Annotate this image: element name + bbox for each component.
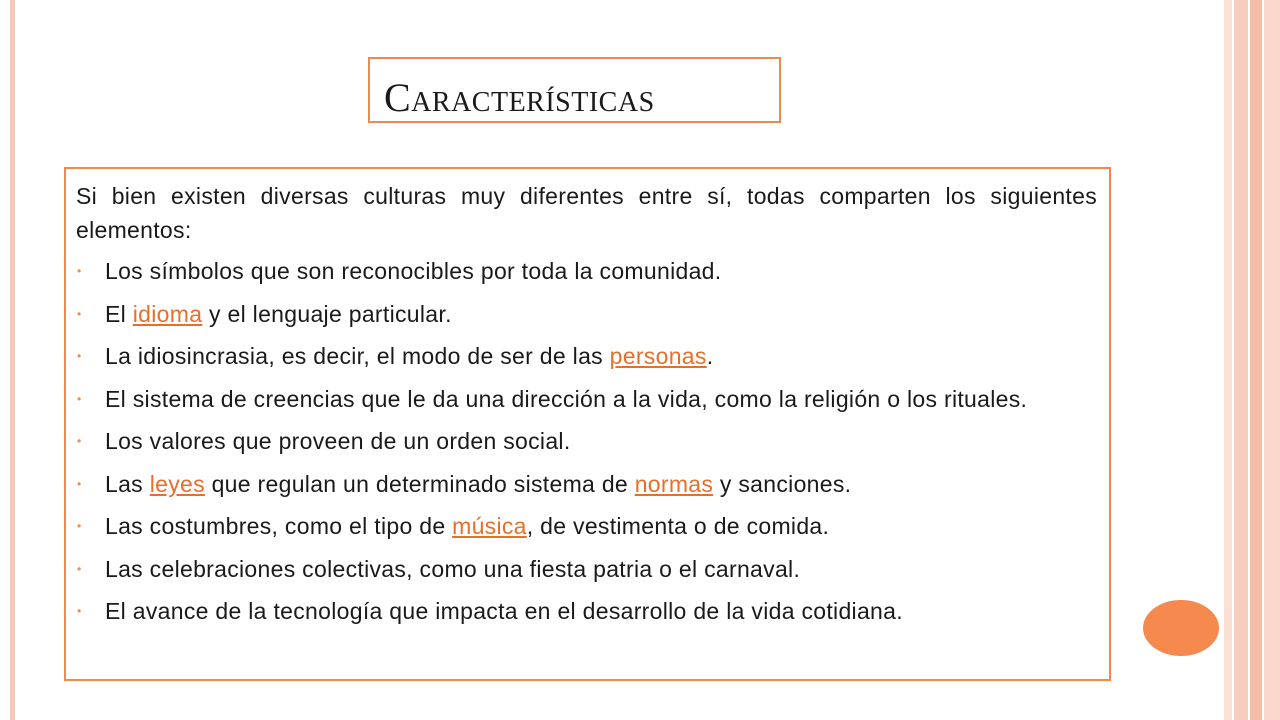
list-item-text: Las [105, 470, 150, 497]
bullet-list [76, 255, 1097, 627]
link-música[interactable]: música [452, 513, 527, 539]
bullet-dot-icon: • [77, 349, 82, 363]
list-item-text: El sistema de creencias que le da una dirección a la vida, como la religión o los rituales. [105, 385, 1028, 412]
stripe [1264, 0, 1280, 720]
list-item-text: , de vestimenta o de comida. [526, 513, 830, 539]
list-item-text: y el lenguaje particular. [202, 300, 452, 327]
decorative-circle [1143, 600, 1219, 656]
bullet-dot-icon: • [77, 434, 82, 448]
list-item [76, 468, 1097, 500]
list-item [76, 425, 1097, 457]
list-item-text: El [105, 300, 133, 327]
list-item [76, 298, 1097, 330]
list-item [76, 383, 1097, 415]
link-normas[interactable]: normas [634, 470, 714, 497]
list-item-text: . [706, 343, 714, 369]
list-item-text: que regulan un determinado sistema de [204, 470, 635, 497]
list-item [76, 553, 1097, 585]
bullet-dot-icon: • [77, 604, 82, 618]
bullet-dot-icon: • [77, 519, 82, 533]
bullet-dot-icon: • [77, 391, 82, 406]
list-item-text: Las costumbres, como el tipo de [105, 513, 453, 539]
list-item-text: Las celebraciones colectivas, como una fiesta patria o el carnaval. [105, 555, 801, 582]
list-item-text: Los valores que proveen de un orden social. [105, 428, 571, 454]
list-item [76, 255, 1097, 287]
bullet-dot-icon: • [77, 306, 82, 321]
title-box [368, 57, 781, 123]
intro-text: Si bien existen diversas culturas muy diferentes entre sí, todas comparten los siguientes elementos: [76, 183, 1097, 243]
link-idioma[interactable]: idioma [132, 300, 203, 327]
bullet-dot-icon: • [77, 264, 82, 278]
stripe [1234, 0, 1248, 720]
bullet-dot-icon: • [77, 561, 82, 576]
content-box [64, 167, 1111, 681]
right-decorative-stripes [1224, 0, 1280, 720]
list-item-text: Los símbolos que son reconocibles por toda la comunidad. [105, 258, 722, 284]
list-item [76, 510, 1097, 542]
stripe [1250, 0, 1262, 720]
list-item-text: La idiosincrasia, es decir, el modo de ser de las [105, 343, 610, 369]
bullet-dot-icon: • [77, 476, 82, 491]
stripe [1224, 0, 1232, 720]
list-item-text: El avance de la tecnología que impacta en el desarrollo de la vida cotidiana. [105, 598, 903, 624]
left-decorative-border [10, 0, 15, 720]
link-leyes[interactable]: leyes [149, 470, 205, 497]
list-item-text: y sanciones. [713, 470, 852, 497]
list-item [76, 595, 1097, 627]
list-item [76, 340, 1097, 372]
link-personas[interactable]: personas [609, 343, 707, 369]
slide-title: Características [384, 75, 655, 120]
